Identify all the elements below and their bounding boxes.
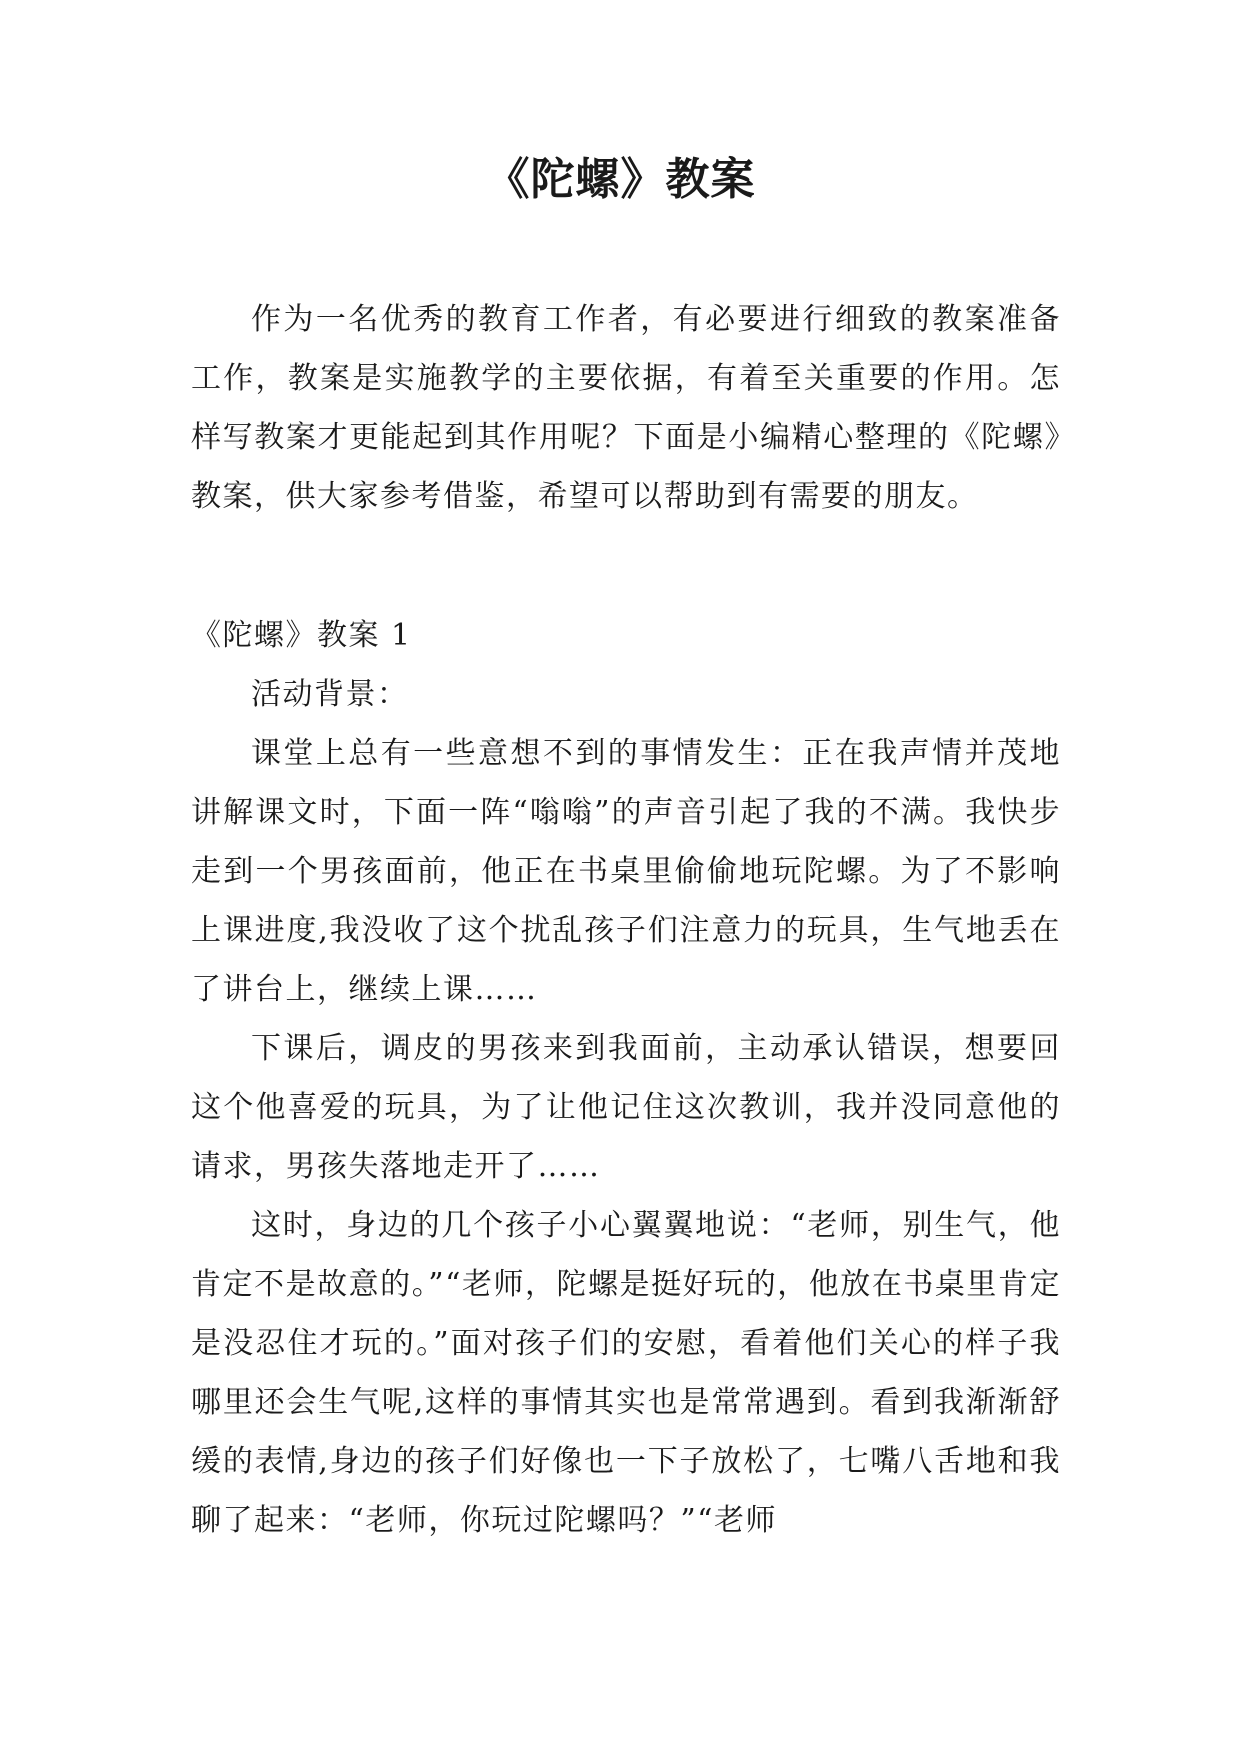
intro-paragraph: 作为一名优秀的教育工作者，有必要进行细致的教案准备工作，教案是实施教学的主要依据，有着至关重要的作用。怎样写教案才更能起到其作用呢？下面是小编精心整理的《陀螺》教案，供大家参考借鉴，希望可以帮助到有需要的朋友。: [191, 302, 1061, 514]
section-label: 活动背景：: [251, 677, 409, 712]
document-title: 《陀螺》教案: [485, 154, 756, 205]
section-heading: 《陀螺》教案 1: [191, 618, 412, 653]
body-paragraph: 下课后，调皮的男孩来到我面前，主动承认错误，想要回这个他喜爱的玩具，为了让他记住这次教训，我并没同意他的请求，男孩失落地走开了……: [191, 1031, 1061, 1184]
body-paragraph: 这时，身边的几个孩子小心翼翼地说：“老师，别生气，他肯定不是故意的。”“老师，陀螺是挺好玩的，他放在书桌里肯定是没忍住才玩的。”面对孩子们的安慰，看着他们关心的样子我哪里还会生气呢,这样的事情其实也是常常遇到。看到我渐渐舒缓的表情,身边的孩子们好像也一下子放松了，七嘴八舌地和我聊了起来：“老师，你玩过陀螺吗？”“老师: [191, 1208, 1061, 1538]
body-paragraph: 课堂上总有一些意想不到的事情发生：正在我声情并茂地讲解课文时，下面一阵“嗡嗡”的声音引起了我的不满。我快步走到一个男孩面前，他正在书桌里偷偷地玩陀螺。为了不影响上课进度,我没收了这个扰乱孩子们注意力的玩具，生气地丢在了讲台上，继续上课……: [191, 736, 1061, 1007]
document-body: [191, 290, 1061, 1550]
